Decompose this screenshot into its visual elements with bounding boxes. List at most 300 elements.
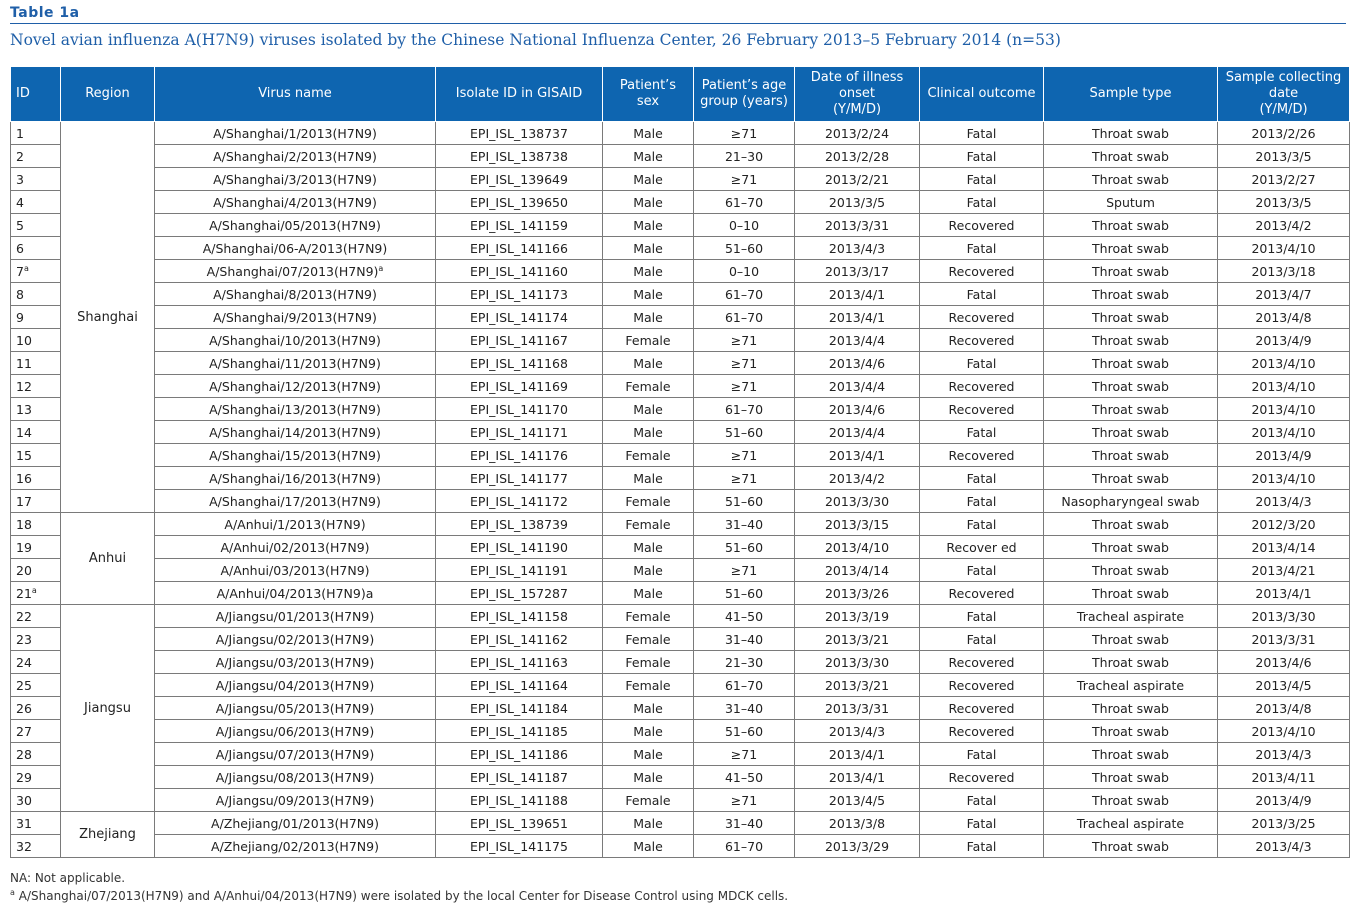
- age-cell: 51–60: [694, 582, 795, 605]
- onset-date-cell: 2013/4/3: [795, 720, 920, 743]
- outcome-cell: Fatal: [920, 168, 1044, 191]
- collect-date-cell: 2013/4/9: [1218, 329, 1350, 352]
- isolate-id-cell: EPI_ISL_139651: [436, 812, 603, 835]
- collect-date-cell: 2013/4/1: [1218, 582, 1350, 605]
- onset-date-cell: 2013/3/21: [795, 628, 920, 651]
- outcome-cell: Recovered: [920, 329, 1044, 352]
- table-row: [11, 191, 1350, 214]
- virus-table: [10, 66, 1350, 858]
- outcome-cell: Fatal: [920, 421, 1044, 444]
- virus-name-cell: [155, 812, 436, 835]
- header-onset-line2: onset: [838, 86, 876, 101]
- sex-cell: Female: [603, 674, 694, 697]
- virus-name-value: A/Shanghai/10/2013(H7N9): [209, 332, 381, 348]
- outcome-cell: Fatal: [920, 191, 1044, 214]
- outcome-cell: Recover ed: [920, 536, 1044, 559]
- id-cell: [11, 582, 61, 605]
- id-value: 27: [16, 723, 32, 739]
- outcome-cell: Fatal: [920, 812, 1044, 835]
- outcome-cell: Recovered: [920, 260, 1044, 283]
- sample-type-cell: Throat swab: [1044, 444, 1218, 467]
- id-cell: [11, 513, 61, 536]
- sex-cell: Male: [603, 145, 694, 168]
- onset-date-cell: 2013/3/30: [795, 490, 920, 513]
- outcome-cell: Recovered: [920, 582, 1044, 605]
- outcome-cell: Fatal: [920, 467, 1044, 490]
- id-cell: [11, 559, 61, 582]
- table-row: [11, 812, 1350, 835]
- collect-date-cell: 2013/4/10: [1218, 375, 1350, 398]
- virus-name-value: A/Jiangsu/09/2013(H7N9): [215, 792, 375, 808]
- age-cell: ≥71: [694, 329, 795, 352]
- id-value: 31: [16, 815, 32, 831]
- sample-type-cell: Throat swab: [1044, 536, 1218, 559]
- header-virus-name: Virus name: [155, 67, 436, 122]
- region-cell: Jiangsu: [61, 605, 155, 812]
- id-cell: [11, 260, 61, 283]
- age-cell: 61–70: [694, 191, 795, 214]
- onset-date-cell: 2013/4/14: [795, 559, 920, 582]
- id-value: 8: [16, 286, 24, 302]
- age-cell: 61–70: [694, 398, 795, 421]
- isolate-id-cell: EPI_ISL_141177: [436, 467, 603, 490]
- collect-date-cell: 2013/4/3: [1218, 835, 1350, 858]
- age-cell: 61–70: [694, 674, 795, 697]
- isolate-id-cell: EPI_ISL_141170: [436, 398, 603, 421]
- table-row: [11, 559, 1350, 582]
- collect-date-cell: 2013/4/5: [1218, 674, 1350, 697]
- virus-name-cell: [155, 168, 436, 191]
- collect-date-cell: 2013/4/7: [1218, 283, 1350, 306]
- id-value: 19: [16, 539, 32, 555]
- sample-type-cell: Throat swab: [1044, 145, 1218, 168]
- sample-type-cell: Throat swab: [1044, 559, 1218, 582]
- table-label: Table 1a: [10, 5, 80, 21]
- collect-date-cell: 2012/3/20: [1218, 513, 1350, 536]
- table-row: [11, 720, 1350, 743]
- sample-type-cell: Throat swab: [1044, 720, 1218, 743]
- id-cell: [11, 283, 61, 306]
- id-footnote-mark: a: [23, 263, 29, 273]
- virus-name-value: A/Shanghai/06-A/2013(H7N9): [202, 240, 388, 256]
- virus-name-cell: [155, 444, 436, 467]
- virus-name-value: A/Anhui/02/2013(H7N9): [220, 539, 370, 555]
- sample-type-cell: Throat swab: [1044, 651, 1218, 674]
- id-value: 13: [16, 401, 32, 417]
- onset-date-cell: 2013/2/21: [795, 168, 920, 191]
- isolate-id-cell: EPI_ISL_141160: [436, 260, 603, 283]
- sex-cell: Male: [603, 283, 694, 306]
- footnote-a-mark: a: [10, 888, 15, 897]
- sample-type-cell: Throat swab: [1044, 513, 1218, 536]
- virus-name-value: A/Shanghai/05/2013(H7N9): [209, 217, 381, 233]
- sex-cell: Male: [603, 766, 694, 789]
- sample-type-cell: Tracheal aspirate: [1044, 674, 1218, 697]
- id-value: 30: [16, 792, 32, 808]
- id-value: 28: [16, 746, 32, 762]
- virus-name-value: A/Anhui/03/2013(H7N9): [220, 562, 370, 578]
- virus-name-cell: [155, 329, 436, 352]
- header-row: [11, 67, 1350, 122]
- virus-name-value: A/Shanghai/13/2013(H7N9): [209, 401, 381, 417]
- virus-name-value: A/Shanghai/12/2013(H7N9): [209, 378, 381, 394]
- id-cell: [11, 697, 61, 720]
- sex-cell: Male: [603, 260, 694, 283]
- id-cell: [11, 375, 61, 398]
- collect-date-cell: 2013/4/10: [1218, 352, 1350, 375]
- id-value: 14: [16, 424, 32, 440]
- id-cell: [11, 329, 61, 352]
- virus-name-value: A/Zhejiang/02/2013(H7N9): [211, 838, 379, 854]
- isolate-id-cell: EPI_ISL_141190: [436, 536, 603, 559]
- outcome-cell: Fatal: [920, 490, 1044, 513]
- sample-type-cell: Throat swab: [1044, 122, 1218, 145]
- onset-date-cell: 2013/3/15: [795, 513, 920, 536]
- id-cell: [11, 145, 61, 168]
- isolate-id-cell: EPI_ISL_141176: [436, 444, 603, 467]
- sex-cell: Female: [603, 490, 694, 513]
- sample-type-cell: Throat swab: [1044, 329, 1218, 352]
- sex-cell: Male: [603, 835, 694, 858]
- table-row: [11, 283, 1350, 306]
- onset-date-cell: 2013/4/1: [795, 306, 920, 329]
- outcome-cell: Fatal: [920, 283, 1044, 306]
- sample-type-cell: Throat swab: [1044, 743, 1218, 766]
- age-cell: 41–50: [694, 766, 795, 789]
- id-cell: [11, 766, 61, 789]
- age-cell: 51–60: [694, 536, 795, 559]
- sample-type-cell: Throat swab: [1044, 421, 1218, 444]
- header-region: Region: [61, 67, 155, 122]
- id-cell: [11, 605, 61, 628]
- onset-date-cell: 2013/3/31: [795, 697, 920, 720]
- collect-date-cell: 2013/3/25: [1218, 812, 1350, 835]
- virus-name-value: A/Shanghai/11/2013(H7N9): [209, 355, 381, 371]
- collect-date-cell: 2013/3/31: [1218, 628, 1350, 651]
- outcome-cell: Fatal: [920, 352, 1044, 375]
- sex-cell: Female: [603, 628, 694, 651]
- header-onset-line1: Date of illness: [810, 70, 904, 85]
- sex-cell: Male: [603, 697, 694, 720]
- id-cell: [11, 674, 61, 697]
- id-cell: [11, 835, 61, 858]
- outcome-cell: Fatal: [920, 789, 1044, 812]
- sample-type-cell: Throat swab: [1044, 237, 1218, 260]
- outcome-cell: Recovered: [920, 766, 1044, 789]
- virus-name-cell: [155, 697, 436, 720]
- age-cell: 61–70: [694, 283, 795, 306]
- onset-date-cell: 2013/3/17: [795, 260, 920, 283]
- outcome-cell: Recovered: [920, 674, 1044, 697]
- age-cell: 31–40: [694, 628, 795, 651]
- isolate-id-cell: EPI_ISL_141163: [436, 651, 603, 674]
- age-cell: 51–60: [694, 421, 795, 444]
- isolate-id-cell: EPI_ISL_141191: [436, 559, 603, 582]
- isolate-id-cell: EPI_ISL_139650: [436, 191, 603, 214]
- sex-cell: Male: [603, 398, 694, 421]
- virus-name-cell: [155, 490, 436, 513]
- onset-date-cell: 2013/3/5: [795, 191, 920, 214]
- sex-cell: Female: [603, 605, 694, 628]
- virus-name-value: A/Jiangsu/04/2013(H7N9): [215, 677, 375, 693]
- collect-date-cell: 2013/4/6: [1218, 651, 1350, 674]
- id-value: 16: [16, 470, 32, 486]
- collect-date-cell: 2013/3/30: [1218, 605, 1350, 628]
- id-value: 11: [16, 355, 32, 371]
- onset-date-cell: 2013/4/5: [795, 789, 920, 812]
- onset-date-cell: 2013/4/6: [795, 398, 920, 421]
- age-cell: 51–60: [694, 490, 795, 513]
- virus-name-value: A/Jiangsu/07/2013(H7N9): [215, 746, 375, 762]
- outcome-cell: Recovered: [920, 375, 1044, 398]
- virus-name-cell: [155, 743, 436, 766]
- virus-name-value: A/Shanghai/15/2013(H7N9): [209, 447, 381, 463]
- sample-type-cell: Throat swab: [1044, 628, 1218, 651]
- collect-date-cell: 2013/4/14: [1218, 536, 1350, 559]
- onset-date-cell: 2013/3/26: [795, 582, 920, 605]
- table-row: [11, 490, 1350, 513]
- table-row: [11, 122, 1350, 145]
- age-cell: ≥71: [694, 559, 795, 582]
- virus-name-cell: [155, 214, 436, 237]
- header-age: [694, 67, 795, 122]
- virus-name-value: A/Anhui/1/2013(H7N9): [224, 516, 366, 532]
- virus-name-cell: [155, 628, 436, 651]
- isolate-id-cell: EPI_ISL_141166: [436, 237, 603, 260]
- collect-date-cell: 2013/4/21: [1218, 559, 1350, 582]
- id-value: 1: [16, 125, 24, 141]
- isolate-id-cell: EPI_ISL_141169: [436, 375, 603, 398]
- onset-date-cell: 2013/4/1: [795, 444, 920, 467]
- sex-cell: Male: [603, 582, 694, 605]
- id-value: 12: [16, 378, 32, 394]
- virus-name-cell: [155, 398, 436, 421]
- id-value: 15: [16, 447, 32, 463]
- table-row: [11, 375, 1350, 398]
- virus-name-cell: [155, 720, 436, 743]
- collect-date-cell: 2013/2/27: [1218, 168, 1350, 191]
- outcome-cell: Fatal: [920, 513, 1044, 536]
- sex-cell: Male: [603, 812, 694, 835]
- header-sample-type: Sample type: [1044, 67, 1218, 122]
- age-cell: ≥71: [694, 122, 795, 145]
- outcome-cell: Recovered: [920, 697, 1044, 720]
- virus-name-value: A/Jiangsu/06/2013(H7N9): [215, 723, 375, 739]
- onset-date-cell: 2013/4/1: [795, 283, 920, 306]
- table-row: [11, 513, 1350, 536]
- sex-cell: Male: [603, 122, 694, 145]
- header-collect-line3: (Y/M/D): [1259, 102, 1308, 117]
- outcome-cell: Fatal: [920, 605, 1044, 628]
- id-value: 4: [16, 194, 24, 210]
- table-row: [11, 168, 1350, 191]
- virus-name-cell: [155, 789, 436, 812]
- table-row: [11, 329, 1350, 352]
- collect-date-cell: 2013/4/8: [1218, 306, 1350, 329]
- id-value: 32: [16, 838, 32, 854]
- virus-name-cell: [155, 674, 436, 697]
- header-onset: [795, 67, 920, 122]
- age-cell: ≥71: [694, 375, 795, 398]
- sample-type-cell: Throat swab: [1044, 582, 1218, 605]
- virus-name-cell: [155, 145, 436, 168]
- sex-cell: Female: [603, 444, 694, 467]
- collect-date-cell: 2013/4/10: [1218, 421, 1350, 444]
- id-value: 9: [16, 309, 24, 325]
- sample-type-cell: Throat swab: [1044, 398, 1218, 421]
- isolate-id-cell: EPI_ISL_141167: [436, 329, 603, 352]
- outcome-cell: Recovered: [920, 651, 1044, 674]
- outcome-cell: Fatal: [920, 122, 1044, 145]
- age-cell: 41–50: [694, 605, 795, 628]
- outcome-cell: Recovered: [920, 444, 1044, 467]
- sex-cell: Male: [603, 536, 694, 559]
- age-cell: 0–10: [694, 214, 795, 237]
- table-row: [11, 743, 1350, 766]
- header-age-line2: group (years): [700, 94, 788, 109]
- virus-name-value: A/Jiangsu/03/2013(H7N9): [215, 654, 375, 670]
- virus-name-value: A/Shanghai/4/2013(H7N9): [213, 194, 377, 210]
- title-rule: [10, 23, 1346, 24]
- outcome-cell: Fatal: [920, 628, 1044, 651]
- isolate-id-cell: EPI_ISL_157287: [436, 582, 603, 605]
- id-value: 29: [16, 769, 32, 785]
- age-cell: ≥71: [694, 168, 795, 191]
- virus-name-value: A/Shanghai/16/2013(H7N9): [209, 470, 381, 486]
- isolate-id-cell: EPI_ISL_141164: [436, 674, 603, 697]
- age-cell: ≥71: [694, 352, 795, 375]
- id-cell: [11, 789, 61, 812]
- id-value: 10: [16, 332, 32, 348]
- collect-date-cell: 2013/4/10: [1218, 398, 1350, 421]
- isolate-id-cell: EPI_ISL_141158: [436, 605, 603, 628]
- header-collect-date: [1218, 67, 1350, 122]
- virus-name-value: A/Shanghai/8/2013(H7N9): [213, 286, 377, 302]
- virus-name-value: A/Shanghai/1/2013(H7N9): [213, 125, 377, 141]
- id-value: 26: [16, 700, 32, 716]
- id-value: 23: [16, 631, 32, 647]
- virus-name-cell: [155, 375, 436, 398]
- sex-cell: Male: [603, 214, 694, 237]
- isolate-id-cell: EPI_ISL_141188: [436, 789, 603, 812]
- table-row: [11, 766, 1350, 789]
- sample-type-cell: Throat swab: [1044, 697, 1218, 720]
- onset-date-cell: 2013/3/30: [795, 651, 920, 674]
- header-isolate-id: Isolate ID in GISAID: [436, 67, 603, 122]
- id-cell: [11, 122, 61, 145]
- virus-name-value: A/Shanghai/2/2013(H7N9): [213, 148, 377, 164]
- sample-type-cell: Tracheal aspirate: [1044, 605, 1218, 628]
- id-cell: [11, 191, 61, 214]
- isolate-id-cell: EPI_ISL_138737: [436, 122, 603, 145]
- table-row: [11, 352, 1350, 375]
- onset-date-cell: 2013/4/6: [795, 352, 920, 375]
- outcome-cell: Recovered: [920, 306, 1044, 329]
- region-cell: Shanghai: [61, 122, 155, 513]
- virus-name-value: A/Shanghai/3/2013(H7N9): [213, 171, 377, 187]
- sample-type-cell: Nasopharyngeal swab: [1044, 490, 1218, 513]
- virus-name-value: A/Shanghai/17/2013(H7N9): [209, 493, 381, 509]
- age-cell: 31–40: [694, 697, 795, 720]
- isolate-id-cell: EPI_ISL_141171: [436, 421, 603, 444]
- id-value: 24: [16, 654, 32, 670]
- onset-date-cell: 2013/3/21: [795, 674, 920, 697]
- collect-date-cell: 2013/4/8: [1218, 697, 1350, 720]
- sex-cell: Male: [603, 306, 694, 329]
- table-row: [11, 674, 1350, 697]
- age-cell: 61–70: [694, 835, 795, 858]
- sample-type-cell: Tracheal aspirate: [1044, 812, 1218, 835]
- footnote-a: [10, 889, 788, 903]
- sex-cell: Female: [603, 375, 694, 398]
- virus-name-value: A/Jiangsu/08/2013(H7N9): [215, 769, 375, 785]
- collect-date-cell: 2013/4/9: [1218, 444, 1350, 467]
- virus-name-value: A/Shanghai/07/2013(H7N9): [206, 263, 379, 279]
- id-value: 6: [16, 240, 24, 256]
- onset-date-cell: 2013/2/24: [795, 122, 920, 145]
- sex-cell: Male: [603, 743, 694, 766]
- age-cell: 51–60: [694, 237, 795, 260]
- collect-date-cell: 2013/4/10: [1218, 467, 1350, 490]
- table-row: [11, 214, 1350, 237]
- collect-date-cell: 2013/4/9: [1218, 789, 1350, 812]
- age-cell: ≥71: [694, 789, 795, 812]
- collect-date-cell: 2013/4/3: [1218, 743, 1350, 766]
- isolate-id-cell: EPI_ISL_141175: [436, 835, 603, 858]
- sex-cell: Female: [603, 651, 694, 674]
- collect-date-cell: 2013/3/5: [1218, 191, 1350, 214]
- onset-date-cell: 2013/4/4: [795, 375, 920, 398]
- collect-date-cell: 2013/4/3: [1218, 490, 1350, 513]
- region-cell: Zhejiang: [61, 812, 155, 858]
- header-sex-line2: sex: [636, 94, 660, 109]
- id-cell: [11, 444, 61, 467]
- sample-type-cell: Throat swab: [1044, 766, 1218, 789]
- age-cell: 61–70: [694, 306, 795, 329]
- sample-type-cell: Throat swab: [1044, 306, 1218, 329]
- footnote-a-text: A/Shanghai/07/2013(H7N9) and A/Anhui/04/2013(H7N9) were isolated by the local Center for Disease Control using MDCK cells.: [18, 889, 789, 903]
- onset-date-cell: 2013/4/1: [795, 743, 920, 766]
- id-cell: [11, 628, 61, 651]
- id-value: 17: [16, 493, 32, 509]
- id-cell: [11, 421, 61, 444]
- sex-cell: Female: [603, 513, 694, 536]
- table-row: [11, 628, 1350, 651]
- isolate-id-cell: EPI_ISL_141168: [436, 352, 603, 375]
- age-cell: 0–10: [694, 260, 795, 283]
- outcome-cell: Recovered: [920, 398, 1044, 421]
- sample-type-cell: Throat swab: [1044, 352, 1218, 375]
- id-cell: [11, 536, 61, 559]
- region-cell: Anhui: [61, 513, 155, 605]
- sex-cell: Male: [603, 559, 694, 582]
- sample-type-cell: Throat swab: [1044, 375, 1218, 398]
- sex-cell: Male: [603, 720, 694, 743]
- isolate-id-cell: EPI_ISL_141184: [436, 697, 603, 720]
- footnote-na: NA: Not applicable.: [10, 871, 126, 885]
- id-cell: [11, 398, 61, 421]
- outcome-cell: Fatal: [920, 237, 1044, 260]
- table-row: [11, 582, 1350, 605]
- sample-type-cell: Throat swab: [1044, 214, 1218, 237]
- virus-name-cell: [155, 352, 436, 375]
- sex-cell: Male: [603, 421, 694, 444]
- age-cell: 31–40: [694, 812, 795, 835]
- virus-name-value: A/Shanghai/9/2013(H7N9): [213, 309, 377, 325]
- onset-date-cell: 2013/4/4: [795, 329, 920, 352]
- outcome-cell: Fatal: [920, 743, 1044, 766]
- virus-name-cell: [155, 260, 436, 283]
